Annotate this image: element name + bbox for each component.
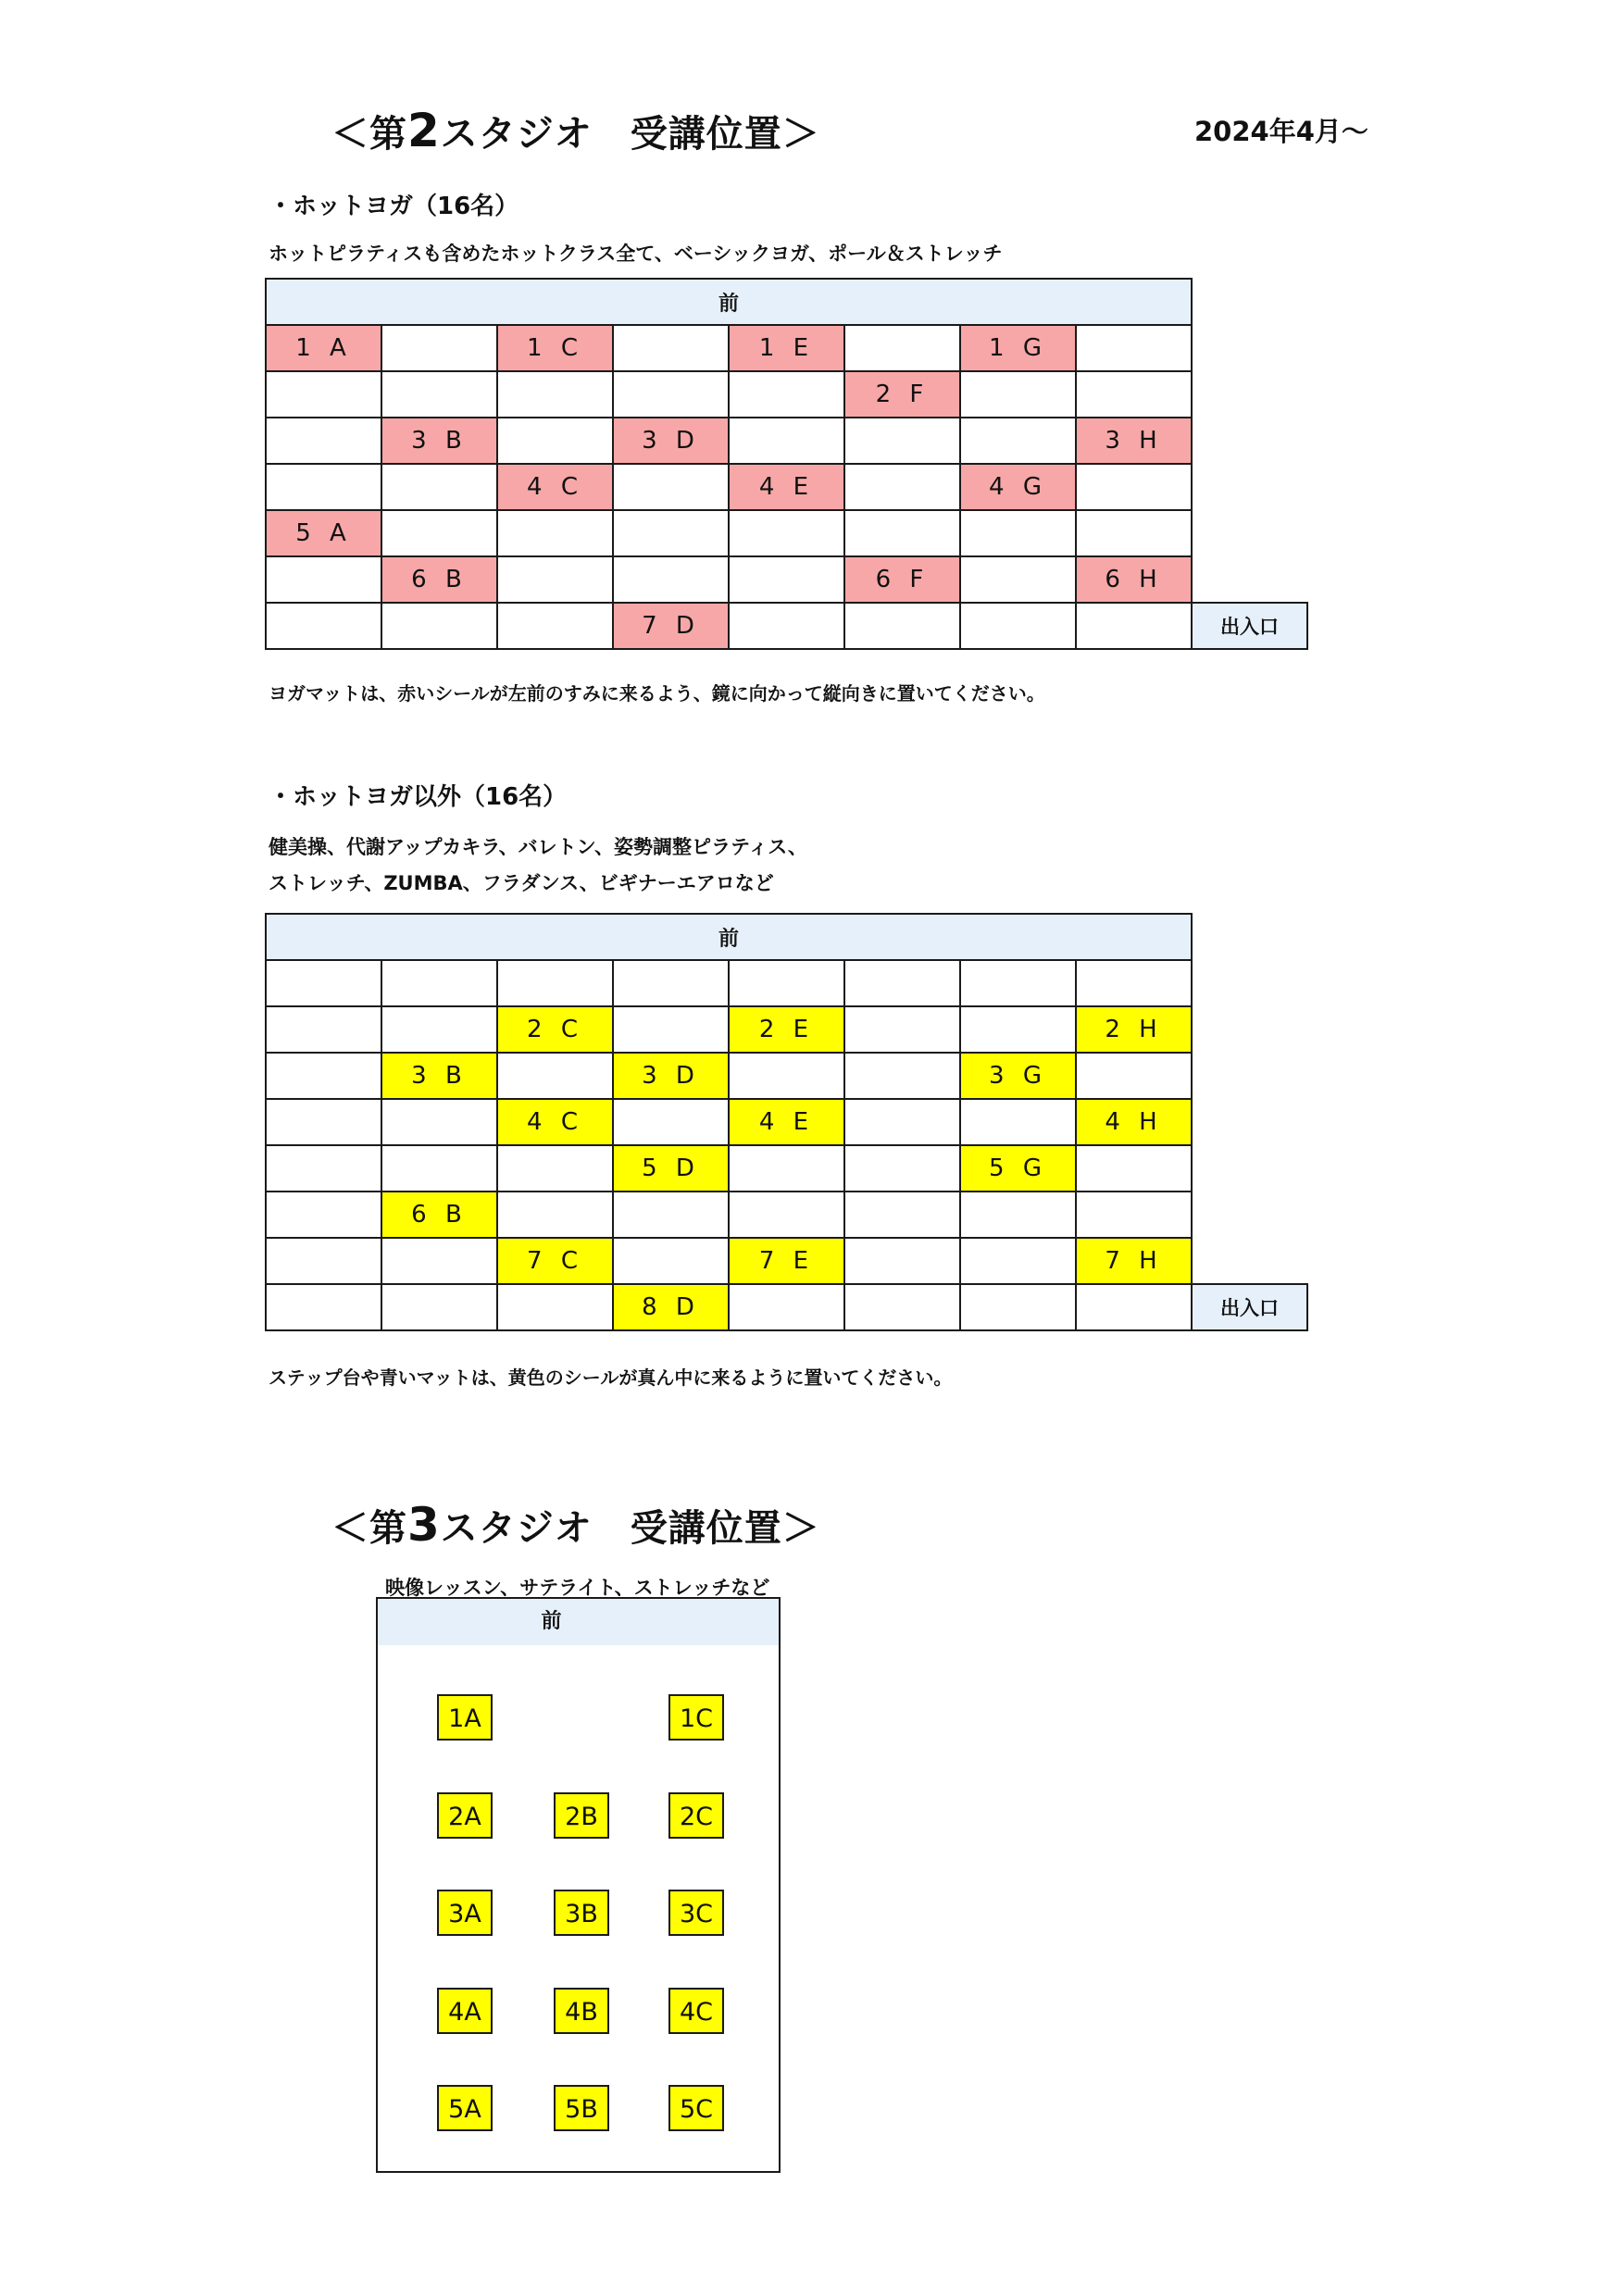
- empty-cell: [381, 464, 497, 510]
- studio3-seat-5c: 5C: [668, 2085, 724, 2131]
- grid-spacer: [1192, 914, 1307, 960]
- seat-3d: 3 D: [613, 1053, 729, 1099]
- empty-cell: [266, 464, 381, 510]
- seat-5d: 5 D: [613, 1145, 729, 1192]
- grid-spacer: [1192, 1192, 1307, 1238]
- studio3-seat-5b: 5B: [554, 2085, 609, 2131]
- entrance-label: 出入口: [1192, 603, 1307, 649]
- empty-cell: [1076, 464, 1192, 510]
- seat-row: [266, 464, 1307, 510]
- grid-spacer: [1192, 1238, 1307, 1284]
- empty-cell: [613, 325, 729, 371]
- seat-row: [266, 1192, 1307, 1238]
- seat-row: [266, 371, 1307, 418]
- empty-cell: [381, 960, 497, 1006]
- grid-spacer: [1192, 1006, 1307, 1053]
- seat-3d: 3 D: [613, 418, 729, 464]
- seat-2f: 2 F: [844, 371, 960, 418]
- empty-cell: [613, 371, 729, 418]
- empty-cell: [266, 1006, 381, 1053]
- seat-5g: 5 G: [960, 1145, 1076, 1192]
- other-classes-description-line2: ストレッチ、ZUMBA、フラダンス、ビギナーエアロなど: [269, 872, 774, 894]
- empty-cell: [844, 1238, 960, 1284]
- studio3-seat-1a: 1A: [437, 1694, 493, 1741]
- seat-3b: 3 B: [381, 418, 497, 464]
- empty-cell: [613, 464, 729, 510]
- empty-cell: [381, 371, 497, 418]
- seat-2e: 2 E: [729, 1006, 844, 1053]
- empty-cell: [381, 1238, 497, 1284]
- empty-cell: [497, 960, 613, 1006]
- empty-cell: [729, 960, 844, 1006]
- empty-cell: [844, 418, 960, 464]
- empty-cell: [613, 1192, 729, 1238]
- grid-spacer: [1192, 556, 1307, 603]
- grid-spacer: [1192, 510, 1307, 556]
- grid-spacer: [1192, 960, 1307, 1006]
- seat-8d: 8 D: [613, 1284, 729, 1330]
- other-classes-description-line1: 健美操、代謝アップカキラ、バレトン、姿勢調整ピラティス、: [269, 836, 807, 858]
- empty-cell: [960, 1192, 1076, 1238]
- seat-row: [266, 960, 1307, 1006]
- seat-6b: 6 B: [381, 1192, 497, 1238]
- empty-cell: [497, 1192, 613, 1238]
- studio3-seat-4c: 4C: [668, 1988, 724, 2034]
- effective-date: 2024年4月～: [1194, 116, 1368, 147]
- seat-4c: 4 C: [497, 464, 613, 510]
- empty-cell: [613, 1099, 729, 1145]
- seat-1a: 1 A: [266, 325, 381, 371]
- empty-cell: [613, 510, 729, 556]
- seat-3h: 3 H: [1076, 418, 1192, 464]
- hot-yoga-note: ヨガマットは、赤いシールが左前のすみに来るよう、鏡に向かって縦向きに置いてください。: [269, 682, 1045, 705]
- empty-cell: [729, 556, 844, 603]
- studio3-seat-2a: 2A: [437, 1792, 493, 1839]
- empty-cell: [497, 418, 613, 464]
- grid-spacer: [1192, 464, 1307, 510]
- seat-1g: 1 G: [960, 325, 1076, 371]
- empty-cell: [960, 418, 1076, 464]
- empty-cell: [381, 1099, 497, 1145]
- seat-row: [266, 1284, 1307, 1330]
- seat-row: [266, 1238, 1307, 1284]
- studio3-title-suffix: スタジオ 受講位置＞: [440, 1507, 820, 1550]
- empty-cell: [844, 1192, 960, 1238]
- empty-cell: [613, 1238, 729, 1284]
- hot-yoga-description: ホットピラティスも含めたホットクラス全て、ベーシックヨガ、ポール＆ストレッチ: [269, 243, 1003, 265]
- empty-cell: [497, 371, 613, 418]
- grid-spacer: [1192, 325, 1307, 371]
- studio3-title: [331, 1498, 820, 1552]
- grid-spacer: [1192, 418, 1307, 464]
- empty-cell: [266, 1284, 381, 1330]
- empty-cell: [844, 464, 960, 510]
- empty-cell: [844, 1145, 960, 1192]
- empty-cell: [960, 1238, 1076, 1284]
- grid-spacer: [1192, 1145, 1307, 1192]
- empty-cell: [497, 603, 613, 649]
- other-classes-note: ステップ台や青いマットは、黄色のシールが真ん中に来るように置いてください。: [269, 1366, 953, 1389]
- empty-cell: [729, 603, 844, 649]
- empty-cell: [960, 1284, 1076, 1330]
- empty-cell: [1076, 1284, 1192, 1330]
- empty-cell: [381, 510, 497, 556]
- empty-cell: [844, 510, 960, 556]
- empty-cell: [1076, 603, 1192, 649]
- empty-cell: [960, 371, 1076, 418]
- studio3-seat-3b: 3B: [554, 1890, 609, 1936]
- empty-cell: [266, 1238, 381, 1284]
- studio3-title-number: 3: [407, 1498, 441, 1552]
- seat-row: [266, 1053, 1307, 1099]
- grid-spacer: [1192, 1099, 1307, 1145]
- empty-cell: [266, 418, 381, 464]
- empty-cell: [497, 556, 613, 603]
- empty-cell: [497, 1284, 613, 1330]
- hot-yoga-seat-grid: [265, 278, 1308, 650]
- seat-6h: 6 H: [1076, 556, 1192, 603]
- seat-2h: 2 H: [1076, 1006, 1192, 1053]
- studio3-seat-2b: 2B: [554, 1792, 609, 1839]
- empty-cell: [497, 1145, 613, 1192]
- empty-cell: [266, 556, 381, 603]
- seat-row: [266, 556, 1307, 603]
- empty-cell: [960, 960, 1076, 1006]
- seat-row: [266, 1099, 1307, 1145]
- seat-6f: 6 F: [844, 556, 960, 603]
- empty-cell: [844, 1053, 960, 1099]
- empty-cell: [960, 556, 1076, 603]
- seat-5a: 5 A: [266, 510, 381, 556]
- empty-cell: [266, 1145, 381, 1192]
- seat-row: [266, 418, 1307, 464]
- empty-cell: [381, 325, 497, 371]
- empty-cell: [729, 1284, 844, 1330]
- empty-cell: [497, 510, 613, 556]
- empty-cell: [729, 1192, 844, 1238]
- studio3-description: 映像レッスン、サテライト、ストレッチなど: [385, 1577, 770, 1599]
- seat-7e: 7 E: [729, 1238, 844, 1284]
- studio3-front-label: 前: [541, 1610, 562, 1633]
- empty-cell: [266, 1192, 381, 1238]
- empty-cell: [381, 603, 497, 649]
- empty-cell: [266, 371, 381, 418]
- seat-row: [266, 510, 1307, 556]
- seat-3b: 3 B: [381, 1053, 497, 1099]
- front-label: 前: [266, 279, 1192, 325]
- empty-cell: [613, 960, 729, 1006]
- other-classes-seat-grid: [265, 913, 1308, 1331]
- studio3-seat-4a: 4A: [437, 1988, 493, 2034]
- seat-4h: 4 H: [1076, 1099, 1192, 1145]
- empty-cell: [844, 603, 960, 649]
- empty-cell: [729, 1145, 844, 1192]
- grid-spacer: [1192, 371, 1307, 418]
- studio2-title: [331, 104, 820, 157]
- empty-cell: [266, 603, 381, 649]
- empty-cell: [729, 1053, 844, 1099]
- seat-row: [266, 603, 1307, 649]
- empty-cell: [1076, 510, 1192, 556]
- hot-yoga-heading: ・ホットヨガ（16名）: [269, 193, 519, 220]
- studio2-title-suffix: スタジオ 受講位置＞: [440, 113, 820, 156]
- seat-row: [266, 1145, 1307, 1192]
- empty-cell: [960, 603, 1076, 649]
- empty-cell: [497, 1053, 613, 1099]
- studio3-seat-1c: 1C: [668, 1694, 724, 1741]
- seat-7c: 7 C: [497, 1238, 613, 1284]
- empty-cell: [960, 510, 1076, 556]
- seat-6b: 6 B: [381, 556, 497, 603]
- empty-cell: [844, 1006, 960, 1053]
- studio3-seat-3c: 3C: [668, 1890, 724, 1936]
- seat-row: [266, 1006, 1307, 1053]
- seat-1e: 1 E: [729, 325, 844, 371]
- studio3-seat-3a: 3A: [437, 1890, 493, 1936]
- empty-cell: [960, 1006, 1076, 1053]
- grid-spacer: [1192, 1053, 1307, 1099]
- seat-row: [266, 325, 1307, 371]
- empty-cell: [381, 1006, 497, 1053]
- studio3-front: [378, 1599, 779, 1645]
- empty-cell: [1076, 1053, 1192, 1099]
- seat-3g: 3 G: [960, 1053, 1076, 1099]
- empty-cell: [844, 1284, 960, 1330]
- empty-cell: [381, 1145, 497, 1192]
- empty-cell: [729, 418, 844, 464]
- empty-cell: [844, 1099, 960, 1145]
- empty-cell: [381, 1284, 497, 1330]
- empty-cell: [1076, 960, 1192, 1006]
- empty-cell: [844, 960, 960, 1006]
- empty-cell: [266, 1053, 381, 1099]
- studio3-seat-2c: 2C: [668, 1792, 724, 1839]
- studio3-seat-5a: 5A: [437, 2085, 493, 2131]
- studio2-title-number: 2: [407, 104, 441, 157]
- entrance-label: 出入口: [1192, 1284, 1307, 1330]
- seat-7d: 7 D: [613, 603, 729, 649]
- grid-spacer: [1192, 279, 1307, 325]
- empty-cell: [844, 325, 960, 371]
- studio3-room: [376, 1597, 781, 2173]
- front-label: 前: [266, 914, 1192, 960]
- empty-cell: [266, 1099, 381, 1145]
- seat-2c: 2 C: [497, 1006, 613, 1053]
- empty-cell: [266, 960, 381, 1006]
- empty-cell: [613, 556, 729, 603]
- empty-cell: [960, 1099, 1076, 1145]
- studio3-seat-4b: 4B: [554, 1988, 609, 2034]
- seat-7h: 7 H: [1076, 1238, 1192, 1284]
- seat-4c: 4 C: [497, 1099, 613, 1145]
- studio3-title-prefix: ＜第: [331, 1507, 407, 1550]
- seat-1c: 1 C: [497, 325, 613, 371]
- seat-4g: 4 G: [960, 464, 1076, 510]
- studio2-title-prefix: ＜第: [331, 113, 407, 156]
- empty-cell: [1076, 1145, 1192, 1192]
- empty-cell: [613, 1006, 729, 1053]
- empty-cell: [729, 371, 844, 418]
- empty-cell: [729, 510, 844, 556]
- empty-cell: [1076, 325, 1192, 371]
- empty-cell: [1076, 1192, 1192, 1238]
- seat-4e: 4 E: [729, 464, 844, 510]
- other-classes-heading: ・ホットヨガ以外（16名）: [269, 783, 568, 811]
- seat-4e: 4 E: [729, 1099, 844, 1145]
- empty-cell: [1076, 371, 1192, 418]
